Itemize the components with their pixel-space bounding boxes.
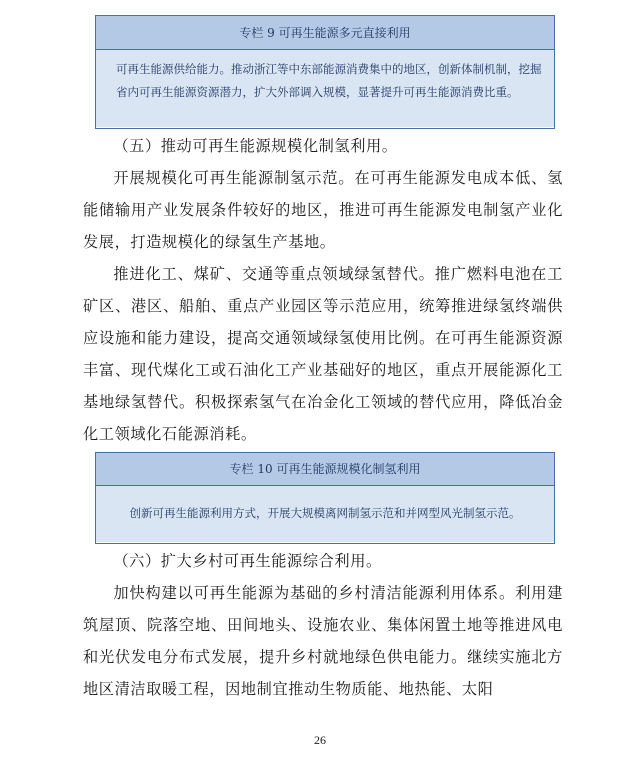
page-number: 26: [314, 733, 326, 747]
section-6: [83, 545, 563, 705]
section-5-paragraph-1: 开展规模化可再生能源制氢示范。在可再生能源发电成本低、氢能储输用产业发展条件较好的地区，推进可再生能源发电制氢产业化发展，打造规模化的绿氢生产基地。: [83, 169, 563, 251]
section-5-heading: （五）推动可再生能源规模化制氢利用。: [113, 137, 398, 155]
sidebar-box-10-title: 专栏 10 可再生能源规模化制氢利用: [96, 453, 554, 486]
section-5: [83, 130, 563, 450]
section-5-paragraph-2: 推进化工、煤矿、交通等重点领域绿氢替代。推广燃料电池在工矿区、港区、船舶、重点产业园区等示范应用，统筹推进绿氢终端供应设施和能力建设，提高交通领域绿氢使用比例。在可再生能源资源丰富、现代煤化工或石油化工产业基础好的地区，重点开展能源化工基地绿氢替代。积极探索氢气在冶金化工领域的替代应用，降低冶金化工领域化石能源消耗。: [83, 265, 563, 443]
sidebar-box-9-body: 可再生能源供给能力。推动浙江等中东部能源消费集中的地区，创新体制机制，挖掘省内可再生能源资源潜力，扩大外部调入规模，显著提升可再生能源消费比重。: [96, 50, 554, 127]
section-6-paragraph-1: 加快构建以可再生能源为基础的乡村清洁能源利用体系。利用建筑屋顶、院落空地、田间地头、设施农业、集体闲置土地等推进风电和光伏发电分布式发展，提升乡村就地绿色供电能力。继续实施北方地区清洁取暖工程，因地制宜推动生物质能、地热能、太阳: [83, 584, 563, 698]
sidebar-box-10: [95, 452, 555, 544]
sidebar-box-9: [95, 15, 555, 129]
section-6-heading: （六）扩大乡村可再生能源综合利用。: [113, 552, 382, 570]
sidebar-box-10-body: 创新可再生能源利用方式，开展大规模离网制氢示范和并网型风光制氢示范。: [96, 486, 554, 542]
sidebar-box-9-title: 专栏 9 可再生能源多元直接利用: [96, 16, 554, 50]
